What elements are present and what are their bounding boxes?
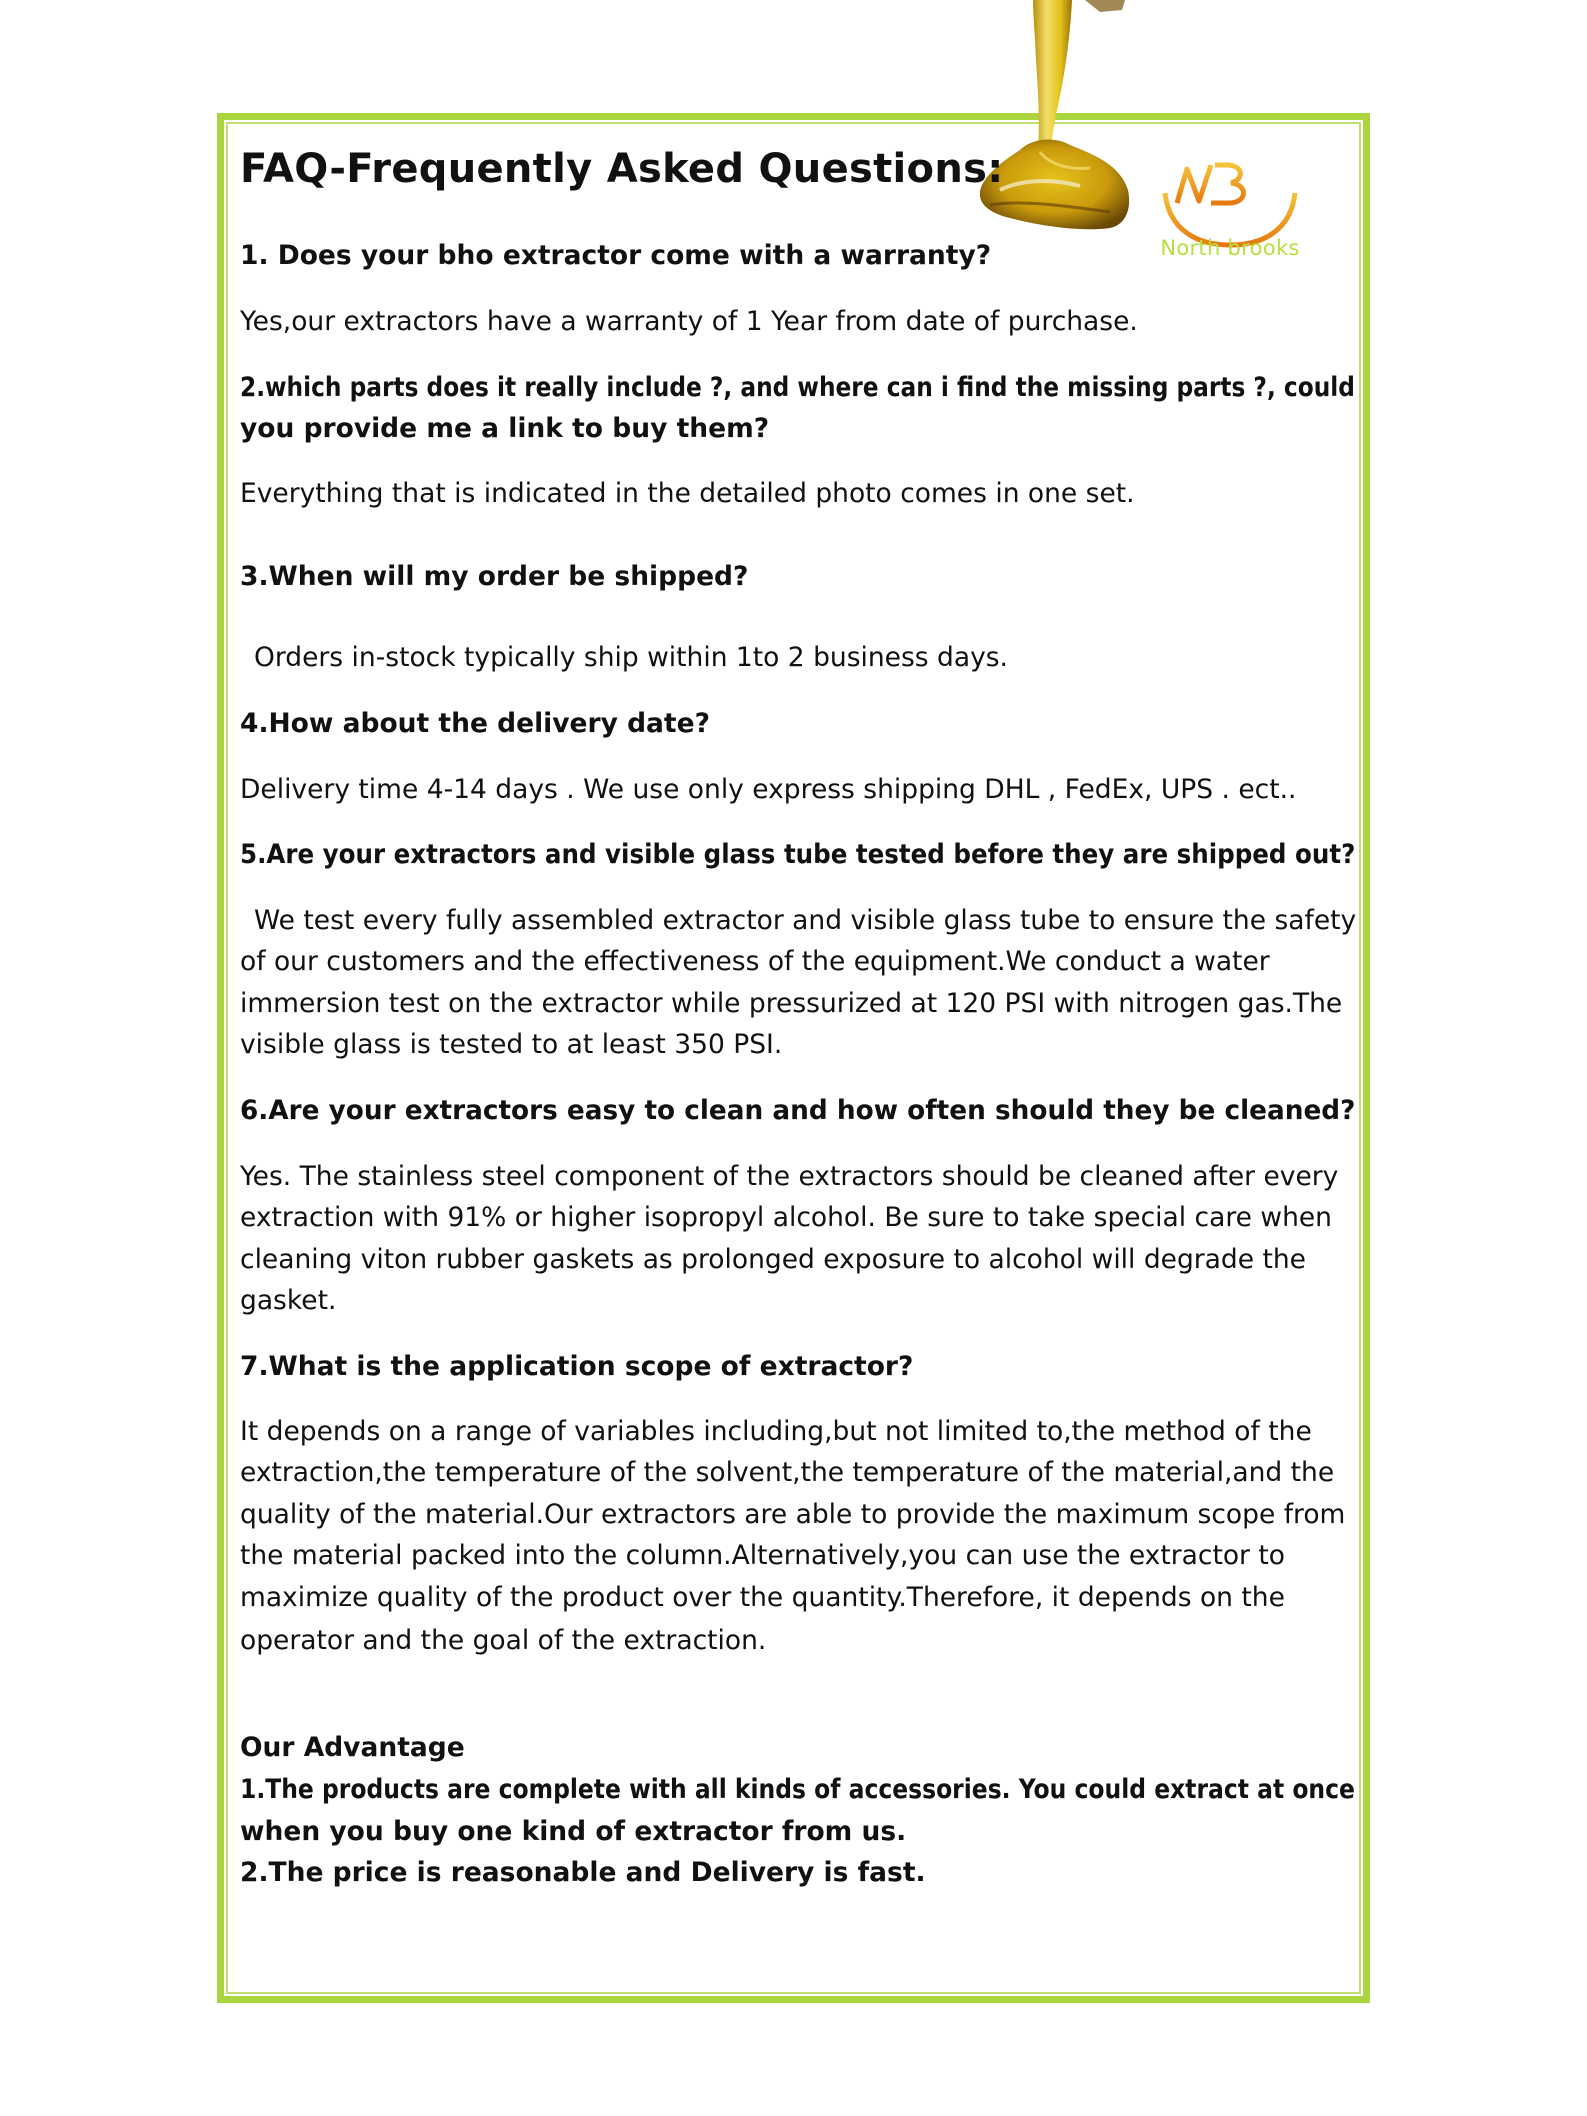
faq-question-1: 1. Does your bho extractor come with a warranty? [240, 240, 992, 271]
faq-answer-6-line-2: extraction with 91% or higher isopropyl alcohol. Be sure to take special care when [240, 1202, 1332, 1233]
faq-answer-7-line-4: the material packed into the column.Alternatively,you can use the extractor to [240, 1540, 1285, 1571]
faq-answer-7-line-1: It depends on a range of variables including,but not limited to,the method of the [240, 1416, 1312, 1447]
faq-question-2-line-1: 2.which parts does it really include ?, and where can i find the missing parts ?, could [240, 372, 1355, 403]
advantage-line-2: when you buy one kind of extractor from us. [240, 1816, 907, 1847]
advantage-heading: Our Advantage [240, 1732, 465, 1763]
advantage-line-1: 1.The products are complete with all kinds of accessories. You could extract at once [240, 1774, 1355, 1805]
faq-answer-7-line-6: operator and the goal of the extraction. [240, 1625, 767, 1656]
faq-answer-7-line-3: quality of the material.Our extractors are able to provide the maximum scope from [240, 1499, 1346, 1530]
faq-question-4: 4.How about the delivery date? [240, 708, 710, 739]
faq-answer-4: Delivery time 4-14 days . We use only express shipping DHL , FedEx, UPS . ect.. [240, 774, 1297, 805]
faq-answer-6-line-4: gasket. [240, 1285, 337, 1316]
faq-answer-7-line-5: maximize quality of the product over the quantity.Therefore, it depends on the [240, 1582, 1285, 1613]
page-title: FAQ-Frequently Asked Questions: [240, 146, 1004, 192]
faq-answer-5-line-2: of our customers and the effectiveness of the equipment.We conduct a water [240, 946, 1270, 977]
faq-question-2-line-2: you provide me a link to buy them? [240, 413, 770, 444]
advantage-line-3: 2.The price is reasonable and Delivery is fast. [240, 1857, 926, 1888]
faq-answer-5-line-1: We test every fully assembled extractor and visible glass tube to ensure the safety [254, 905, 1357, 936]
faq-answer-3: Orders in-stock typically ship within 1to 2 business days. [254, 642, 1008, 673]
honey-drip-image [960, 0, 1160, 240]
faq-answer-1: Yes,our extractors have a warranty of 1 Year from date of purchase. [240, 306, 1138, 337]
faq-question-6: 6.Are your extractors easy to clean and how often should they be cleaned? [240, 1095, 1356, 1126]
faq-answer-7-line-2: extraction,the temperature of the solvent,the temperature of the material,and the [240, 1457, 1335, 1488]
faq-answer-6-line-1: Yes. The stainless steel component of the extractors should be cleaned after every [240, 1161, 1339, 1192]
faq-answer-6-line-3: cleaning viton rubber gaskets as prolonged exposure to alcohol will degrade the [240, 1244, 1306, 1275]
faq-question-5: 5.Are your extractors and visible glass tube tested before they are shipped out? [240, 839, 1356, 870]
faq-answer-2: Everything that is indicated in the detailed photo comes in one set. [240, 478, 1135, 509]
faq-question-7: 7.What is the application scope of extractor? [240, 1351, 914, 1382]
faq-answer-5-line-4: visible glass is tested to at least 350 PSI. [240, 1029, 783, 1060]
faq-question-3: 3.When will my order be shipped? [240, 561, 749, 592]
faq-answer-5-line-3: immersion test on the extractor while pressurized at 120 PSI with nitrogen gas.The [240, 988, 1343, 1019]
brand-name: North brooks [1160, 236, 1300, 260]
